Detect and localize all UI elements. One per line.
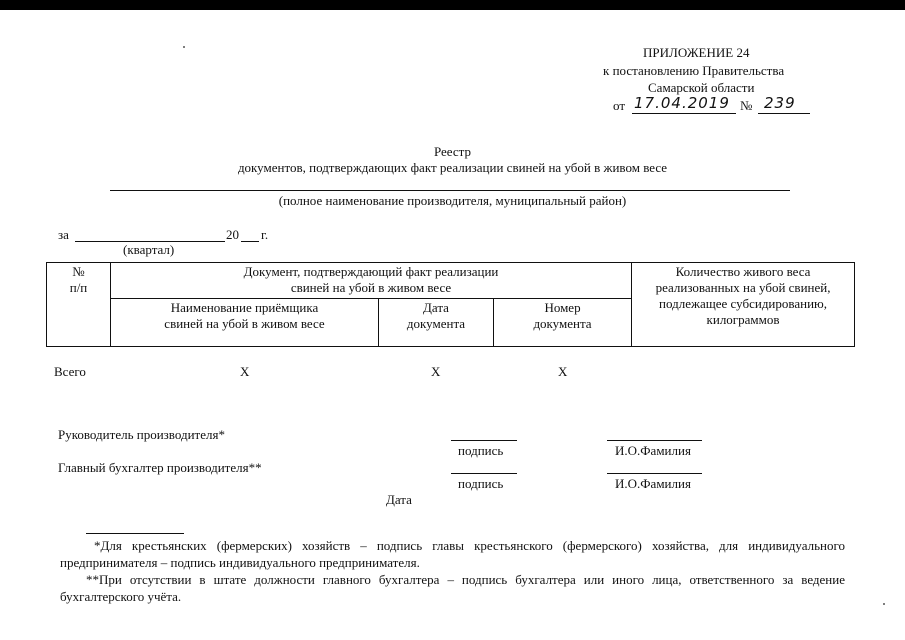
head-signature-label: Руководитель производителя* [58, 427, 225, 442]
appendix-region-line: Самарской области [648, 80, 755, 95]
head-signature-caption: подпись [458, 443, 504, 458]
col-header-number: № п/п [47, 263, 111, 347]
appendix-date-handwritten: 17.04.2019 [634, 94, 730, 112]
appendix-number-handwritten: 239 [764, 94, 796, 112]
footnote-1: *Для крестьянских (фермерских) хозяйств – подпись главы крестьянского (фермерского) хозяйства, для индивидуального предпринимателя – подпись индивидуального предпринимателя. [60, 538, 845, 570]
appendix-date-underline [632, 113, 736, 114]
appendix-from-label: от [613, 98, 626, 113]
year-line [241, 241, 259, 242]
subheader-doc-number: Номер документа [494, 299, 632, 347]
head-signature-line [451, 440, 517, 441]
subheader-date: Дата документа [379, 299, 494, 347]
footnote-separator [86, 533, 184, 534]
date-label: Дата [386, 492, 412, 507]
quarter-caption: (квартал) [123, 242, 175, 257]
appendix-decree-line: к постановлению Правительства [603, 63, 785, 78]
period-year-suffix: г. [261, 227, 269, 242]
subheader-receiver: Наименование приёмщика свиней на убой в живом весе [111, 299, 379, 347]
appendix-title: ПРИЛОЖЕНИЕ 24 [643, 45, 750, 60]
head-name-caption: И.О.Фамилия [615, 443, 691, 458]
register-title: Реестр [433, 144, 472, 159]
register-table [46, 262, 855, 347]
accountant-signature-line [451, 473, 517, 474]
accountant-name-line [607, 473, 702, 474]
head-name-line [607, 440, 702, 441]
totals-x-date: X [431, 364, 441, 379]
col-header-quantity: Количество живого веса реализованных на убой свиней, подлежащее субсидированию, килограммов [632, 263, 855, 347]
col-header-document: Документ, подтверждающий факт реализации свиней на убой в живом весе [111, 263, 632, 299]
period-year-prefix: 20 [226, 227, 239, 242]
appendix-number-underline [758, 113, 810, 114]
period-prefix: за [58, 227, 69, 242]
totals-label: Всего [54, 364, 86, 379]
scan-top-border [0, 0, 905, 10]
register-subtitle: документов, подтверждающих факт реализации свиней на убой в живом весе [237, 160, 668, 175]
producer-caption: (полное наименование производителя, муниципальный район) [278, 193, 627, 208]
totals-x-receiver: X [240, 364, 250, 379]
totals-x-number: X [558, 364, 568, 379]
accountant-signature-caption: подпись [458, 476, 504, 491]
scan-speck [883, 603, 885, 605]
scan-speck [183, 46, 185, 48]
appendix-number-label: № [740, 98, 753, 113]
accountant-signature-label: Главный бухгалтер производителя** [58, 460, 262, 475]
accountant-name-caption: И.О.Фамилия [615, 476, 691, 491]
producer-name-line [110, 190, 790, 191]
footnote-2: **При отсутствии в штате должности главного бухгалтера – подпись бухгалтера или иного лица, ответственного за ведение бухгалтерского учёта. [60, 572, 845, 604]
